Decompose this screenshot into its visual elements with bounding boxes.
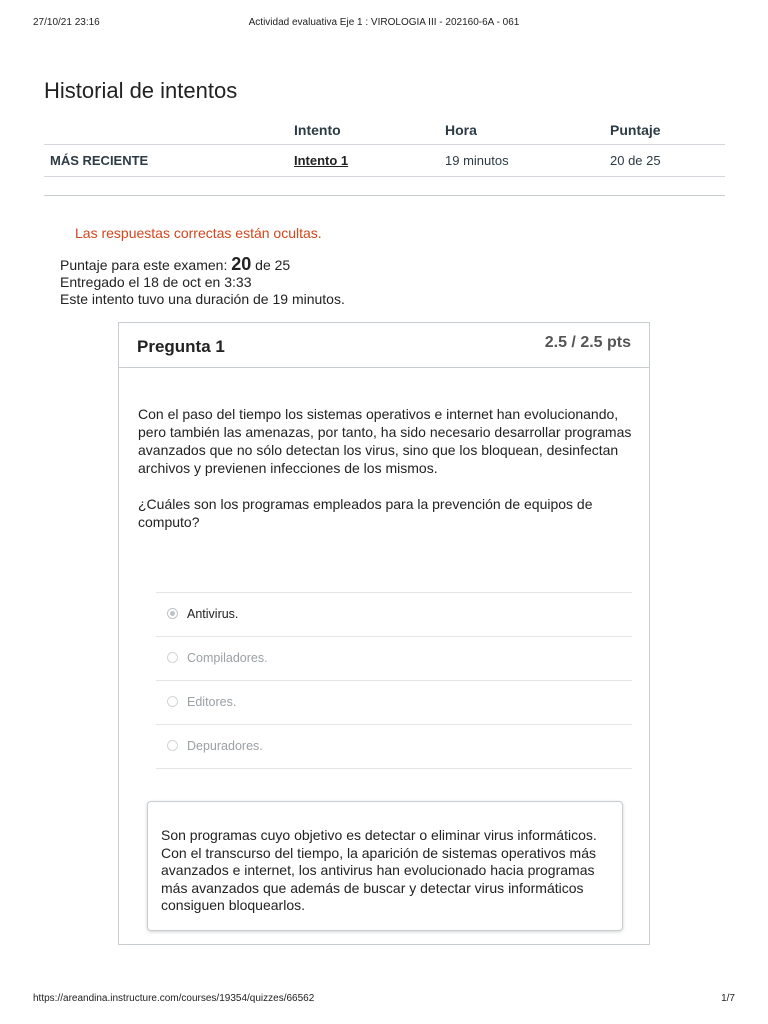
question-text: [138, 405, 633, 549]
print-header: [0, 17, 768, 33]
score-line: [60, 256, 345, 274]
radio-icon[interactable]: [167, 740, 178, 751]
duration-line: Este intento tuvo una duración de 19 minutos.: [60, 291, 345, 307]
radio-icon-checked[interactable]: [167, 608, 178, 619]
answer-label: Antivirus.: [187, 607, 239, 621]
answer-label: Editores.: [187, 695, 237, 709]
answer-label: Depuradores.: [187, 739, 263, 753]
score-summary: [60, 256, 345, 308]
print-url: https://areandina.instructure.com/courses/19354/quizzes/66562: [33, 993, 315, 1004]
column-header-empty: [44, 116, 294, 145]
feedback-text: Son programas cuyo objetivo es detectar o eliminar virus informáticos. Con el transcurso del tiempo, la aparición de sistemas operativos más avanzados e internet, los antivirus han evolucionado hacia programas más avanzados que además de buscar y detectar virus informáticos consiguen bloquearlos.: [161, 827, 597, 913]
score-prefix: Puntaje para este examen:: [60, 257, 232, 273]
question-header: [119, 323, 649, 368]
attempt-link[interactable]: Intento 1: [294, 153, 349, 168]
column-header-attempt: Intento: [294, 116, 445, 145]
answer-option[interactable]: [156, 680, 632, 724]
question-paragraph-2: ¿Cuáles son los programas empleados para la prevención de equipos de computo?: [138, 496, 593, 530]
table-spacer-row: [44, 177, 725, 196]
answer-option[interactable]: [156, 724, 632, 769]
print-date: 27/10/21 23:16: [33, 17, 100, 28]
submitted-line: Entregado el 18 de oct en 3:33: [60, 274, 252, 290]
score-value: 20: [231, 254, 252, 274]
feedback-box: [147, 801, 623, 931]
question-title: Pregunta 1: [137, 337, 225, 356]
answer-option[interactable]: [156, 592, 632, 636]
column-header-score: Puntaje: [610, 116, 725, 145]
answer-list: [156, 592, 632, 769]
hidden-answers-notice: Las respuestas correctas están ocultas.: [75, 225, 322, 241]
score-suffix: de 25: [251, 257, 291, 273]
table-row: [44, 145, 725, 177]
attempts-header-row: [44, 116, 725, 145]
print-page-number: 1/7: [721, 993, 735, 1004]
attempt-time: 19 minutos: [445, 145, 610, 177]
attempt-label: MÁS RECIENTE: [44, 145, 294, 177]
history-title: Historial de intentos: [44, 78, 238, 103]
print-title: Actividad evaluativa Eje 1 : VIROLOGIA III - 202160-6A - 061: [248, 17, 520, 28]
radio-icon[interactable]: [167, 696, 178, 707]
attempt-score: 20 de 25: [610, 145, 725, 177]
question-card: [118, 322, 650, 945]
radio-icon[interactable]: [167, 652, 178, 663]
attempts-table: [44, 116, 725, 196]
answer-option[interactable]: [156, 636, 632, 680]
question-points: 2.5 / 2.5 pts: [544, 334, 631, 351]
question-paragraph-1: Con el paso del tiempo los sistemas operativos e internet han evolucionando, pero también las amenazas, por tanto, ha sido necesario desarrollar programas avanzados que no sólo detectan los virus, sino que los bloquean, desinfectan archivos y previenen infecciones de los mismos.: [138, 406, 632, 476]
answer-label: Compiladores.: [187, 651, 268, 665]
column-header-time: Hora: [445, 116, 610, 145]
